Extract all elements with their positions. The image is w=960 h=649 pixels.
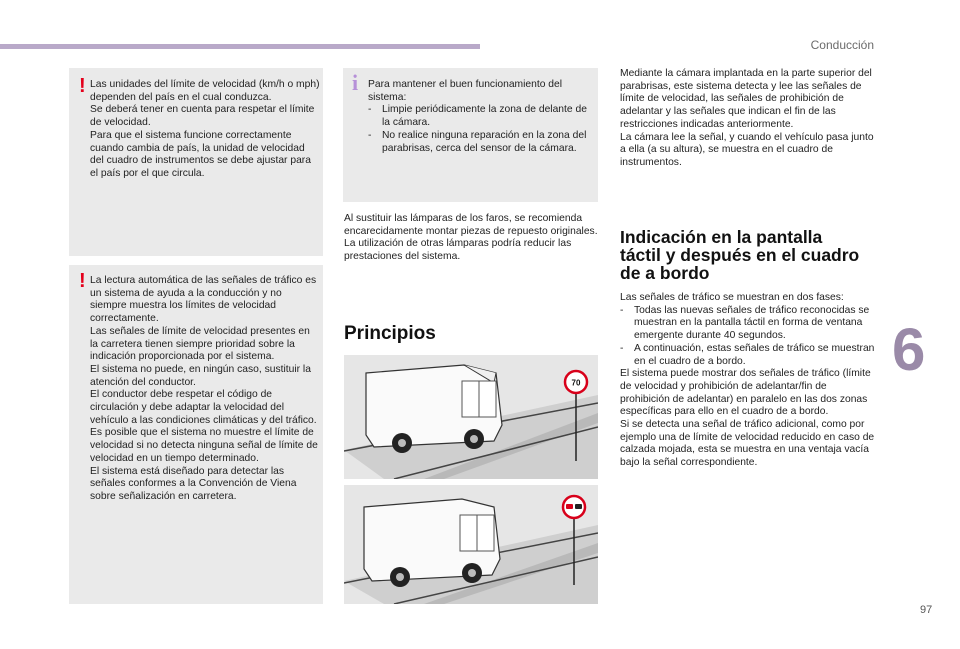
paragraph: La cámara lee la señal, y cuando el vehículo pasa junto a ella (a su altura), se muestra en el cuadro de instrumentos. (620, 131, 874, 168)
van-illustration-overtake-sign (344, 485, 598, 604)
paragraph: Para mantener el buen funcionamiento del sistema: (368, 79, 563, 103)
paragraph: El sistema puede mostrar dos señales de tráfico (límite de velocidad y prohibición de adelantar/fin de prohibición de adelantar) en paralelo en las dos zonas específicas para ello en el cuadro de a bordo. (620, 368, 871, 418)
bullet-item: - Limpie periódicamente la zona de delante de la cámara. (368, 104, 587, 129)
section-heading-principles: Principios (344, 323, 436, 344)
van-illustration-speed-sign (344, 355, 598, 479)
page-number: 97 (920, 604, 933, 616)
section-heading-display: Indicación en la pantalla táctil y después en el cuadro de a bordo (620, 227, 860, 283)
info-icon: i (352, 70, 359, 95)
bullet-item: - No realice ninguna reparación en la zona del parabrisas, cerca del sensor de la cámara. (368, 129, 587, 154)
warning-box-reading (69, 265, 323, 604)
info-text (368, 79, 593, 155)
paragraph: El sistema está diseñado para detectar las señales conformes a la Convención de Viena sobre señalización en carretera. (90, 465, 297, 502)
paragraph: El sistema no puede, en ningún caso, sustituir la atención del conductor. (90, 363, 311, 388)
paragraph: La lectura automática de las señales de tráfico es un sistema de ayuda a la conducción y no siempre muestra los límites de velocidad correctamente. (90, 275, 317, 325)
header-bar (0, 44, 480, 49)
paragraph: Se deberá tener en cuenta para respetar el límite de velocidad. (90, 104, 315, 129)
paragraph: El conductor debe respetar el código de circulación y debe adaptar la velocidad del vehículo a las condiciones climáticas y del tráfico. (90, 389, 317, 426)
paragraph: Es posible que el sistema no muestre el límite de velocidad si no detecta ninguna señal de límite de velocidad en un tiempo determinado. (90, 427, 318, 464)
intro-text (620, 68, 876, 170)
display-text (620, 292, 876, 470)
paragraph: Al sustituir las lámparas de los faros, se recomienda encarecidamente montar piezas de repuesto originales. (344, 213, 598, 237)
speed-limit-value: 70 (571, 378, 581, 388)
warning-icon: ! (79, 75, 86, 97)
warning-text (90, 79, 320, 181)
paragraph: Si se detecta una señal de tráfico adicional, como por ejemplo una de límite de velocidad reducido en caso de calzada mojada, esta se muestra en una ventaja vacía bajo la señal correspondiente. (620, 419, 875, 469)
paragraph: Mediante la cámara implantada en la parte superior del parabrisas, este sistema detecta y lee las señales de límite de velocidad, las señales de prohibición de adelantar y las señales que indican el fin de las restricciones indicadas anteriormente. (620, 68, 872, 130)
van-drawing (364, 499, 500, 587)
chapter-title: Conducción (810, 38, 874, 52)
bullet-item: - Todas las nuevas señales de tráfico reconocidas se muestran en la pantalla táctil en forma de ventana emergente durante 40 segundos. (620, 304, 870, 342)
warning-box-units (69, 68, 323, 256)
chapter-number: 6 (892, 316, 926, 383)
van-drawing (366, 365, 502, 453)
paragraph: Las señales de tráfico se muestran en dos fases: (620, 292, 844, 303)
lamp-note (344, 213, 598, 264)
paragraph: La utilización de otras lámparas podría reducir las prestaciones del sistema. (344, 238, 572, 263)
bullet-item: - A continuación, estas señales de tráfico se muestran en el cuadro de a bordo. (620, 342, 875, 367)
warning-icon: ! (79, 270, 86, 292)
paragraph: Las señales de límite de velocidad presentes en la carretera tienen siempre prioridad sobre la indicación proporcionada por el sistema. (90, 325, 310, 363)
info-box-maintenance (343, 68, 598, 202)
paragraph: Para que el sistema funcione correctamente cuando cambia de país, la unidad de velocidad del cuadro de instrumentos se debe ajustar para el país por el que circula. (90, 129, 311, 179)
paragraph: Las unidades del límite de velocidad (km/h o mph) dependen del país en el cual conduzca. (90, 79, 320, 103)
warning-text (90, 275, 320, 504)
